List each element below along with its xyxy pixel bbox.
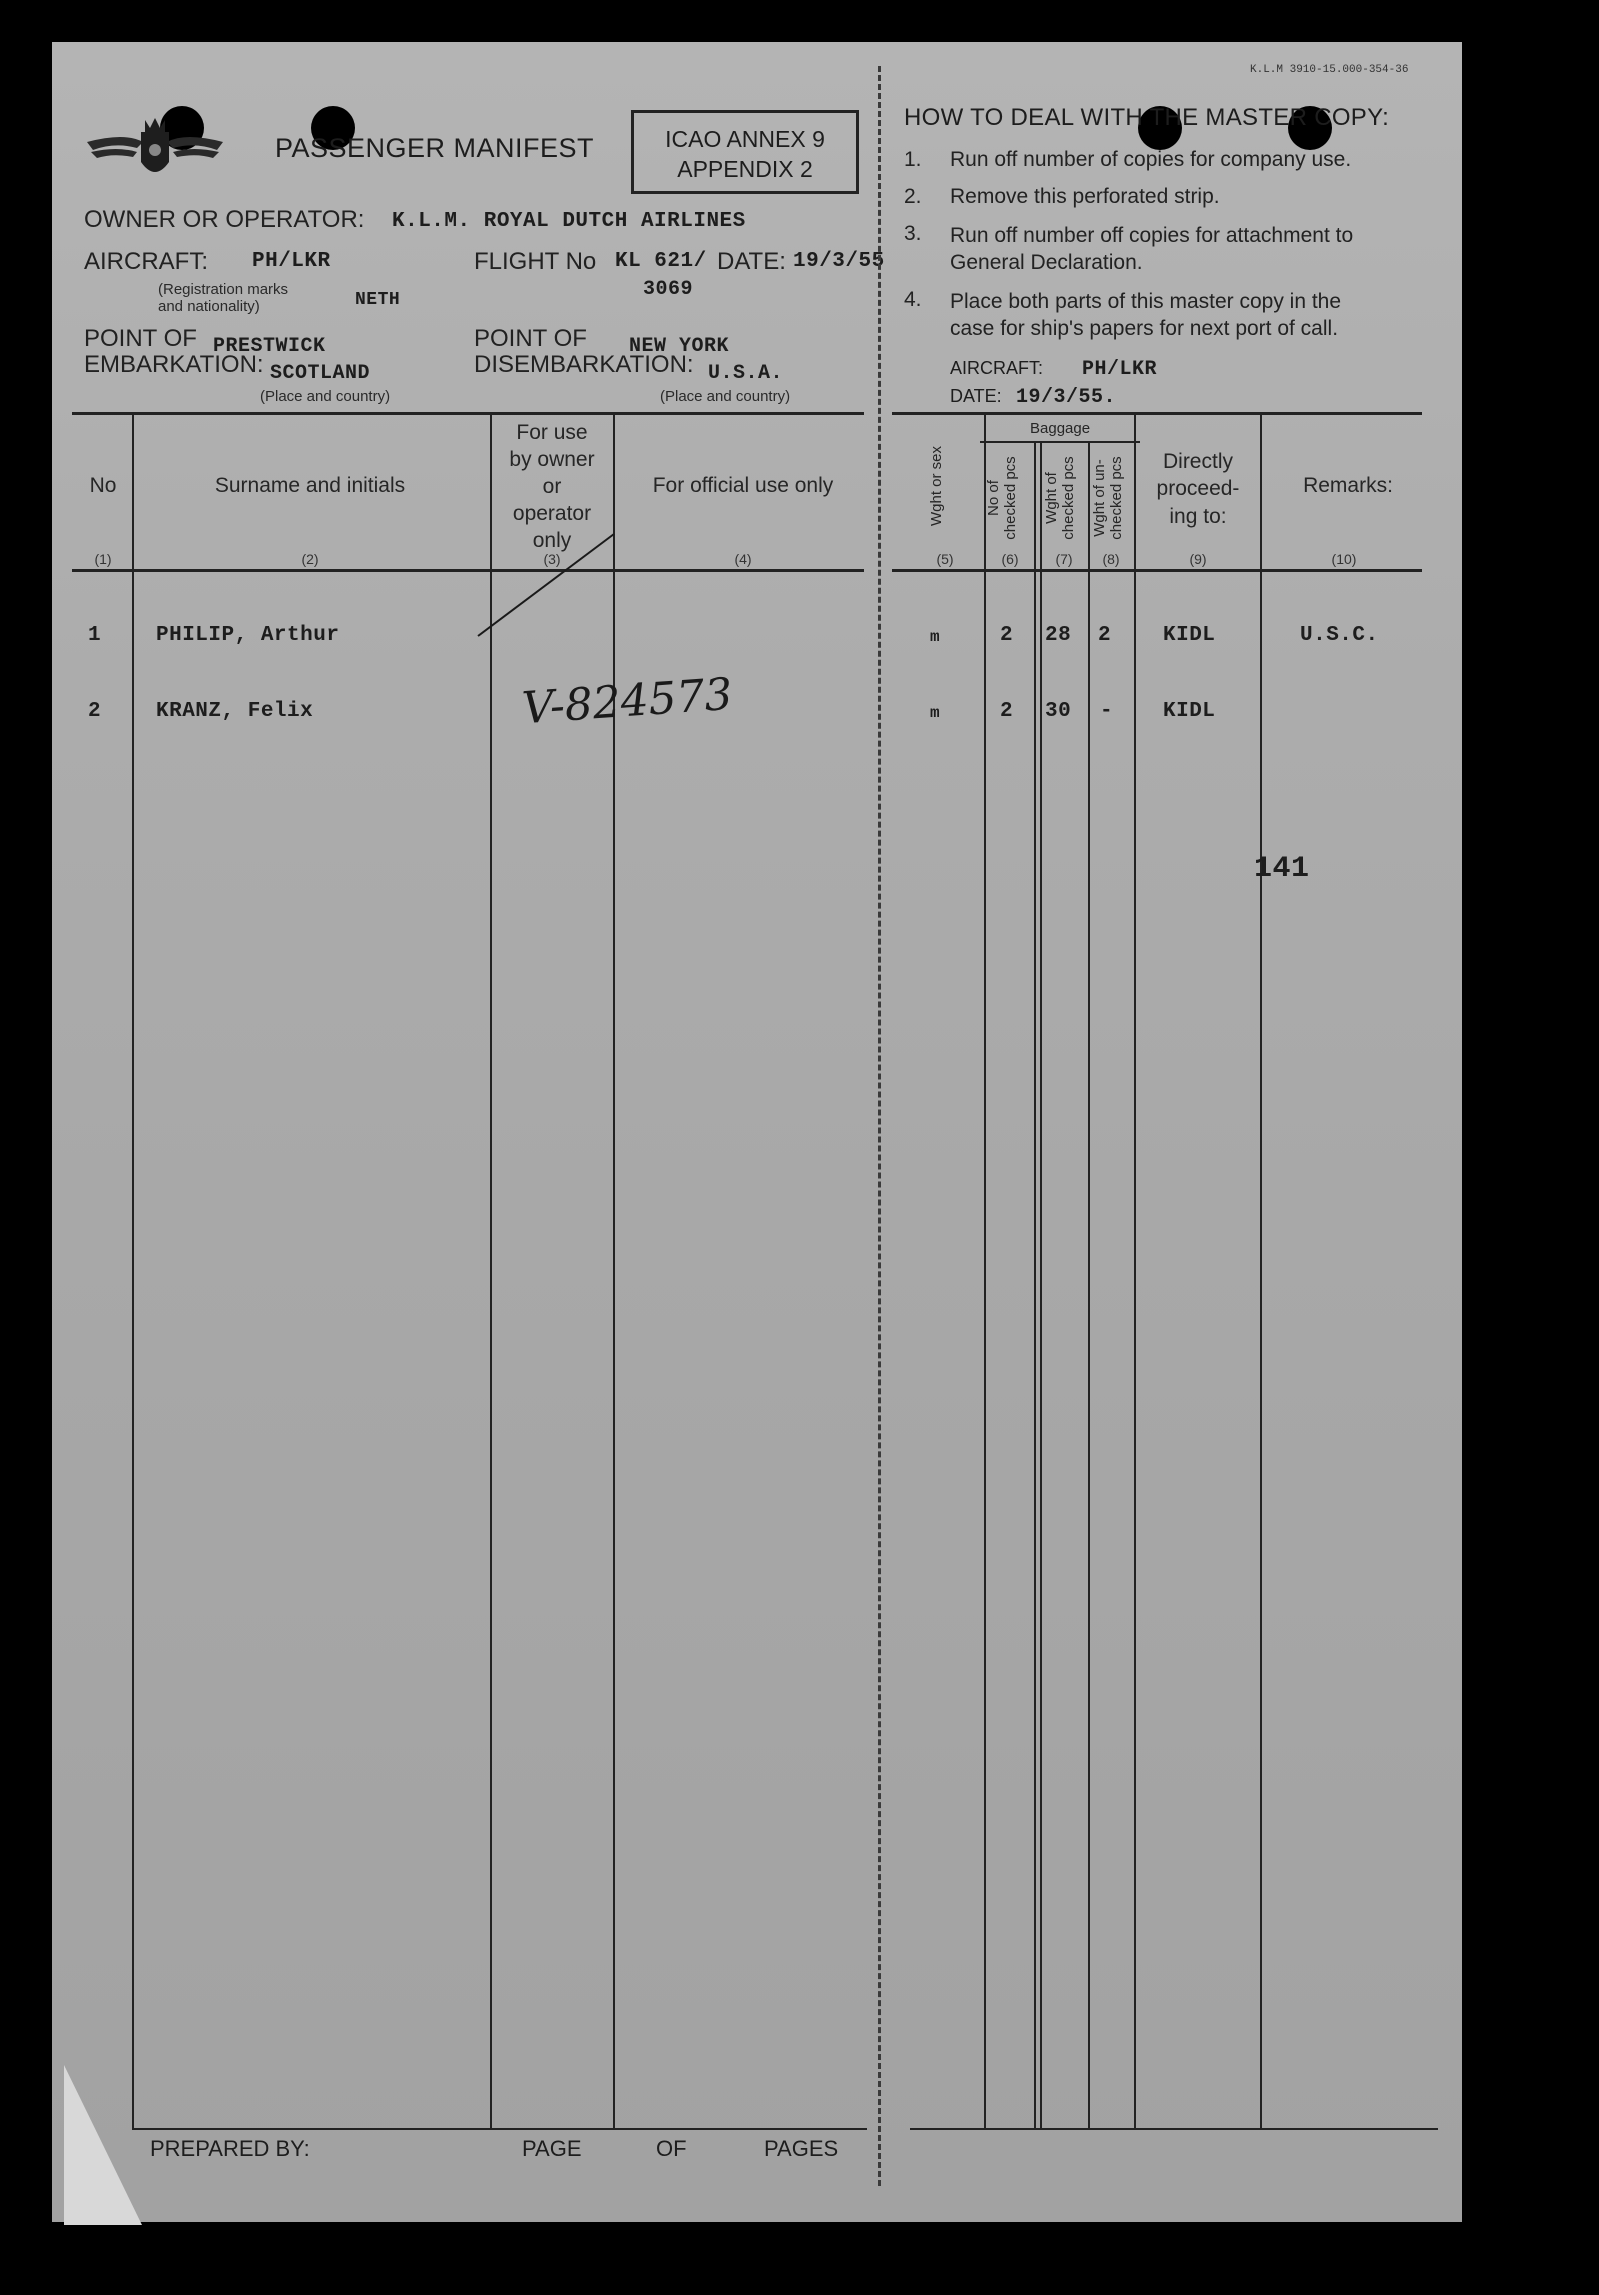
flight-value: KL 621/ bbox=[615, 250, 707, 273]
table-row-1-remarks: U.S.C. bbox=[1300, 624, 1379, 647]
column-header-checked-wght: Wght of checked pcs bbox=[1043, 456, 1078, 540]
column-header-unchecked-wght: Wght of un- checked pcs bbox=[1091, 456, 1126, 540]
column-header-no: No bbox=[89, 474, 117, 497]
table-top-rule bbox=[72, 412, 864, 415]
table-bottom-rule bbox=[910, 2128, 1438, 2130]
embarkation-country: SCOTLAND bbox=[270, 362, 371, 385]
cancel-stroke bbox=[470, 530, 620, 640]
pages-label: PAGES bbox=[764, 2136, 839, 2161]
instructions-date-value: 19/3/55. bbox=[1016, 386, 1117, 409]
instruction-num: 1. bbox=[904, 148, 922, 171]
table-row-2-sex: m bbox=[930, 704, 941, 722]
table-row-2-no: 2 bbox=[88, 700, 102, 723]
column-line bbox=[1134, 412, 1136, 2128]
flight-label: FLIGHT No bbox=[474, 248, 597, 275]
column-line bbox=[1040, 441, 1042, 2128]
instruction-text: Run off number of copies for company use. bbox=[950, 148, 1352, 171]
column-line bbox=[490, 412, 492, 2128]
column-header-checked-pcs: No of checked pcs bbox=[985, 456, 1020, 540]
instructions-date-label: DATE: bbox=[950, 386, 1002, 406]
header-bottom-rule bbox=[72, 569, 864, 572]
disembarkation-label: POINT OF DISEMBARKATION: bbox=[474, 325, 694, 379]
column-header-remarks: Remarks: bbox=[1303, 474, 1393, 497]
aircraft-nationality: NETH bbox=[355, 290, 401, 310]
column-number: (3) bbox=[543, 551, 561, 567]
column-header-owner-use: For use by owner or operator only bbox=[509, 421, 595, 552]
column-number: (9) bbox=[1189, 551, 1207, 567]
table-top-rule bbox=[892, 412, 1422, 415]
page-annotation: 141 bbox=[1254, 852, 1310, 886]
icao-line2: APPENDIX 2 bbox=[677, 155, 813, 182]
column-number: (6) bbox=[1001, 551, 1019, 567]
column-header-surname: Surname and initials bbox=[214, 474, 406, 497]
embarkation-place: PRESTWICK bbox=[213, 335, 326, 358]
icao-line1: ICAO ANNEX 9 bbox=[665, 126, 825, 152]
page-title: PASSENGER MANIFEST bbox=[275, 133, 595, 163]
column-number: (1) bbox=[94, 551, 112, 567]
klm-crest-logo bbox=[85, 112, 225, 187]
instruction-num: 3. bbox=[904, 222, 922, 245]
instruction-num: 4. bbox=[904, 288, 922, 311]
embarkation-note: (Place and country) bbox=[260, 388, 391, 405]
header-bottom-rule bbox=[892, 569, 1422, 572]
instructions-aircraft-value: PH/LKR bbox=[1082, 358, 1158, 381]
instructions-title: HOW TO DEAL WITH THE MASTER COPY: bbox=[904, 104, 1390, 131]
table-row-2-official-handwritten: V-824573 bbox=[520, 668, 735, 735]
column-line bbox=[984, 412, 986, 2128]
icao-box bbox=[631, 110, 859, 194]
column-header-official: For official use only bbox=[652, 474, 834, 497]
column-header-proceeding: Directly proceed- ing to: bbox=[1156, 450, 1240, 528]
instruction-text: Remove this perforated strip. bbox=[950, 185, 1220, 208]
column-number: (2) bbox=[301, 551, 319, 567]
date-label: DATE: bbox=[717, 248, 786, 275]
column-number: (10) bbox=[1331, 551, 1357, 567]
column-line bbox=[613, 412, 615, 2128]
perforation-line bbox=[878, 66, 881, 2186]
table-row-1-unchecked: 2 bbox=[1098, 624, 1112, 647]
column-number: (7) bbox=[1055, 551, 1073, 567]
aircraft-label: AIRCRAFT: bbox=[84, 248, 209, 275]
table-row-1-pcs: 2 bbox=[1000, 624, 1014, 647]
table-bottom-rule bbox=[132, 2128, 867, 2130]
page-label: PAGE bbox=[522, 2136, 582, 2161]
disembarkation-country: U.S.A. bbox=[708, 362, 784, 385]
column-number: (4) bbox=[734, 551, 752, 567]
column-number: (8) bbox=[1102, 551, 1120, 567]
date-value: 19/3/55 bbox=[793, 250, 885, 273]
operator-value: K.L.M. ROYAL DUTCH AIRLINES bbox=[392, 210, 746, 233]
table-row-1-wght: 28 bbox=[1045, 624, 1072, 647]
table-row-1-sex: m bbox=[930, 628, 941, 646]
column-line bbox=[1260, 412, 1262, 2128]
of-label: OF bbox=[656, 2136, 687, 2161]
disembarkation-place: NEW YORK bbox=[629, 335, 730, 358]
instructions-aircraft-label: AIRCRAFT: bbox=[950, 358, 1044, 378]
column-line bbox=[1034, 441, 1036, 2128]
column-header-weight-sex: Wght or sex bbox=[928, 445, 945, 527]
aircraft-value: PH/LKR bbox=[252, 250, 331, 273]
instruction-num: 2. bbox=[904, 185, 922, 208]
table-row-1-name: PHILIP, Arthur bbox=[156, 624, 340, 647]
table-row-2-name: KRANZ, Felix bbox=[156, 700, 314, 723]
table-row-2-destination: KIDL bbox=[1163, 700, 1216, 723]
table-row-2-wght: 30 bbox=[1045, 700, 1072, 723]
column-line bbox=[1088, 441, 1090, 2128]
column-header-baggage: Baggage bbox=[1030, 420, 1091, 437]
column-number: (5) bbox=[936, 551, 954, 567]
flight-extra: 3069 bbox=[643, 278, 694, 301]
embarkation-label: POINT OF EMBARKATION: bbox=[84, 325, 264, 379]
disembarkation-note: (Place and country) bbox=[660, 388, 791, 405]
column-line bbox=[132, 412, 134, 2128]
instruction-text: Place both parts of this master copy in the case for ship's papers for next port of call. bbox=[950, 290, 1342, 341]
aircraft-note: (Registration marks and nationality) bbox=[158, 281, 289, 316]
operator-label: OWNER OR OPERATOR: bbox=[84, 206, 365, 233]
folded-corner bbox=[64, 2065, 142, 2225]
table-row-1-no: 1 bbox=[88, 624, 102, 647]
table-row-1-destination: KIDL bbox=[1163, 624, 1216, 647]
prepared-by-label: PREPARED BY: bbox=[150, 2136, 310, 2161]
table-row-2-unchecked: - bbox=[1100, 700, 1114, 723]
form-code: K.L.M 3910-15.000-354-36 bbox=[1250, 64, 1409, 76]
instruction-text: Run off number off copies for attachment to General Declaration. bbox=[950, 224, 1354, 275]
table-row-2-pcs: 2 bbox=[1000, 700, 1014, 723]
